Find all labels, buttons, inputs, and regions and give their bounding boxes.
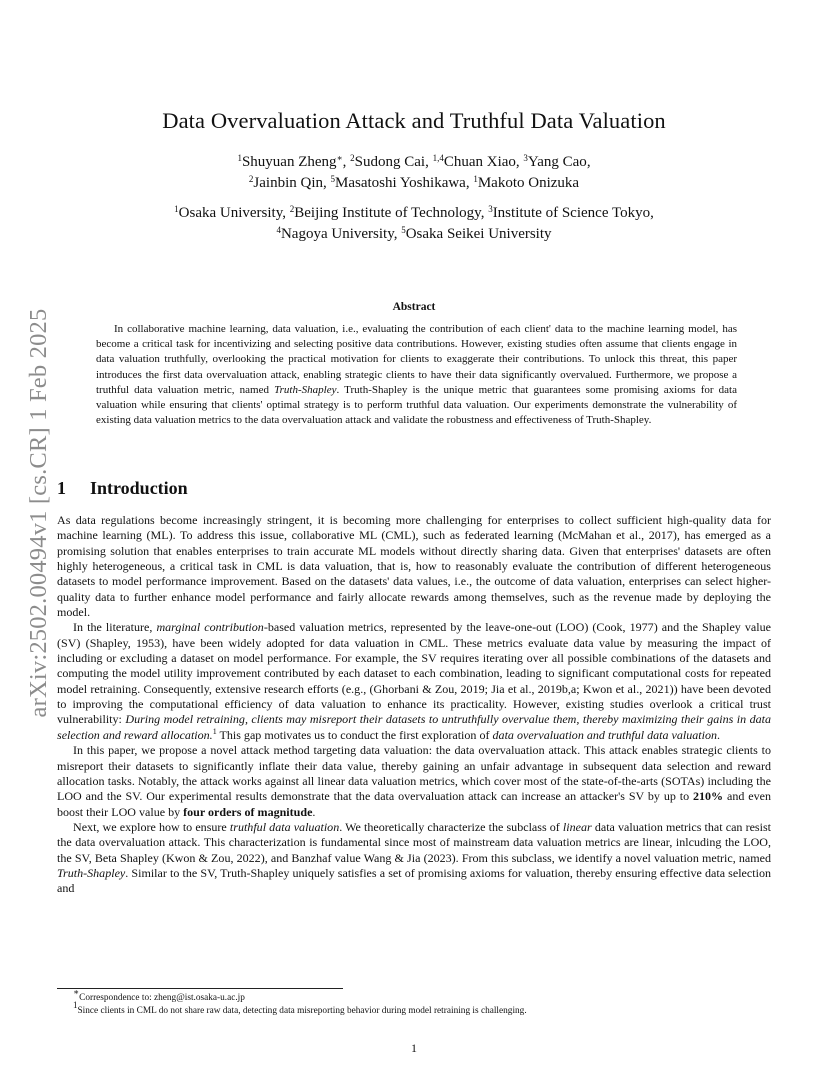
footnotes [57, 987, 771, 1018]
footnote: ∗Correspondence to: zheng@ist.osaka-u.ac.jp [73, 987, 245, 1003]
affiliation-list [0, 203, 828, 245]
author: $^{1,4}$Chuan Xiao, [432, 153, 524, 170]
paper-title: Data Overvaluation Attack and Truthful Data Valuation [162, 108, 666, 133]
section-number: 1 [57, 478, 66, 498]
corresponding-mark: ∗ [336, 153, 343, 163]
author: $^2$Sudong Cai, [350, 153, 433, 170]
affiliation: $^4$Nagoya University, [276, 225, 402, 242]
affiliation: $^2$Beijing Institute of Technology, [289, 204, 489, 221]
affiliation-line-1 [0, 203, 828, 224]
section-heading [57, 478, 188, 499]
page-number: 1 [411, 1041, 417, 1055]
section-title: Introduction [90, 478, 188, 498]
paragraph: In the literature, marginal contribution-based valuation metrics, represented by the leave-one-out (LOO) (Cook, 1977) and the Shapley value (SV) (Shapley, 1953), have been widely adopted for data valuation in CML. These metrics evaluate data value by measuring the impact of including or excluding a dataset on model performance. For example, the SV requires iterating over all possible combinations of the datasets and computing the model utility improvement contributed by each dataset to each combination, leading to significant computational costs for repeated model retraining. Consequently, extensive research efforts (e.g., (Ghorbani & Zou, 2019; Jia et al., 2019b,a; Kwon et al., 2021)) have been devoted to improving the computational efficiency of data valuation to enhance its practicality. However, existing studies overlook a critical trust vulnerability: During model retraining, clients may misreport their datasets to untruthfully overvalue them, thereby maximizing their gains in data selection and reward allocation.$^1$ This gap motivates us to conduct the first exploration of data overvaluation and truthful data valuation. [57, 620, 771, 742]
affiliation: $^5$Osaka Seikei University [401, 225, 552, 242]
author: $^3$Yang Cao, [523, 153, 591, 170]
body-text [57, 513, 771, 897]
author-list [0, 152, 828, 194]
author-line-2 [0, 173, 828, 194]
paragraph: In this paper, we propose a novel attack method targeting data valuation: the data overvaluation attack. This attack enables strategic clients to misreport their datasets to significantly inflate their data value, thereby gaining an unfair advantage in subsequent data selection and reward allocation tasks. Notably, the attack works against all linear data valuation metrics, which cover most of the state-of-the-arts (SOTAs) including the LOO and the SV. Our experimental results demonstrate that the data overvaluation attack can increase an attacker's SV by up to 210% and even boost their LOO value by four orders of magnitude. [57, 743, 771, 819]
arxiv-id: arXiv:2502.00494v1 [cs.CR] 1 Feb 2025 [25, 308, 52, 718]
affiliation-line-2 [0, 224, 828, 245]
abstract-heading: Abstract [392, 301, 436, 313]
author: $^2$Jainbin Qin, [248, 174, 331, 191]
author: $^1$Makoto Onizuka [473, 174, 580, 191]
affiliation: $^3$Institute of Science Tokyo, [488, 204, 654, 221]
paragraph: As data regulations become increasingly stringent, it is becoming more challenging for enterprises to collect sufficient high-quality data for machine learning (ML). To address this issue, collaborative ML (CML), such as federated learning (McMahan et al., 2017), has emerged as a promising solution that enables enterprises to train accurate ML models without directly sharing data. Given that enterprises' datasets are often highly heterogeneous, a critical task in CML is data valuation, that is, how to reasonably evaluate the contribution of different heterogeneous datasets to model performance improvement. Based on the datasets' data values, i.e., the outcome of data valuation, enterprises can select higher-quality data to further enhance model performance and fairly allocate rewards among themselves, such as the revenue made by deploying the model. [57, 513, 771, 620]
author: $^5$Masatoshi Yoshikawa, [330, 174, 474, 191]
affiliation: $^1$Osaka University, [174, 204, 290, 221]
abstract-text: In collaborative machine learning, data valuation, i.e., evaluating the contribution of each client' data to the machine learning model, has become a critical task for incentivizing and selecting positive data contributions. However, existing studies often assume that clients engage in data valuation truthfully, overlooking the practical motivation for clients to exaggerate their contributions. To unlock this threat, this paper introduces the first data overvaluation attack, enabling strategic clients to have their data significantly overvalued. Furthermore, we propose a truthful data valuation metric, named Truth-Shapley. Truth-Shapley is the unique metric that guarantees some promising axioms for data valuation while ensuring that clients' optimal strategy is to perform truthful data valuation. Our experiments demonstrate the vulnerability of existing data valuation metrics to the data overvaluation attack and validate the robustness and effectiveness of Truth-Shapley. [96, 323, 737, 427]
footnote: $^1$Since clients in CML do not share raw data, detecting data misreporting behavior during model retraining is challenging. [73, 999, 527, 1016]
footnote-ref[interactable]: 1 [212, 726, 217, 736]
author: $^1$Shuyuan Zheng∗, [237, 153, 351, 170]
author-line-1 [0, 152, 828, 173]
arxiv-stamp [26, 268, 52, 758]
paragraph: Next, we explore how to ensure truthful data valuation. We theoretically characterize the subclass of linear data valuation metrics that can resist the data overvaluation attack. This characterization is fundamental since most of mainstream data valuation metrics are linear, inlcuding the LOO, the SV, Beta Shapley (Kwon & Zou, 2022), and Banzhaf value Wang & Jia (2023). From this subclass, we identify a novel valuation metric, named Truth-Shapley. Similar to the SV, Truth-Shapley uniquely satisfies a set of promising axioms for valuation, thereby ensuring effective data selection and [57, 819, 772, 896]
footnote-divider [57, 988, 343, 989]
